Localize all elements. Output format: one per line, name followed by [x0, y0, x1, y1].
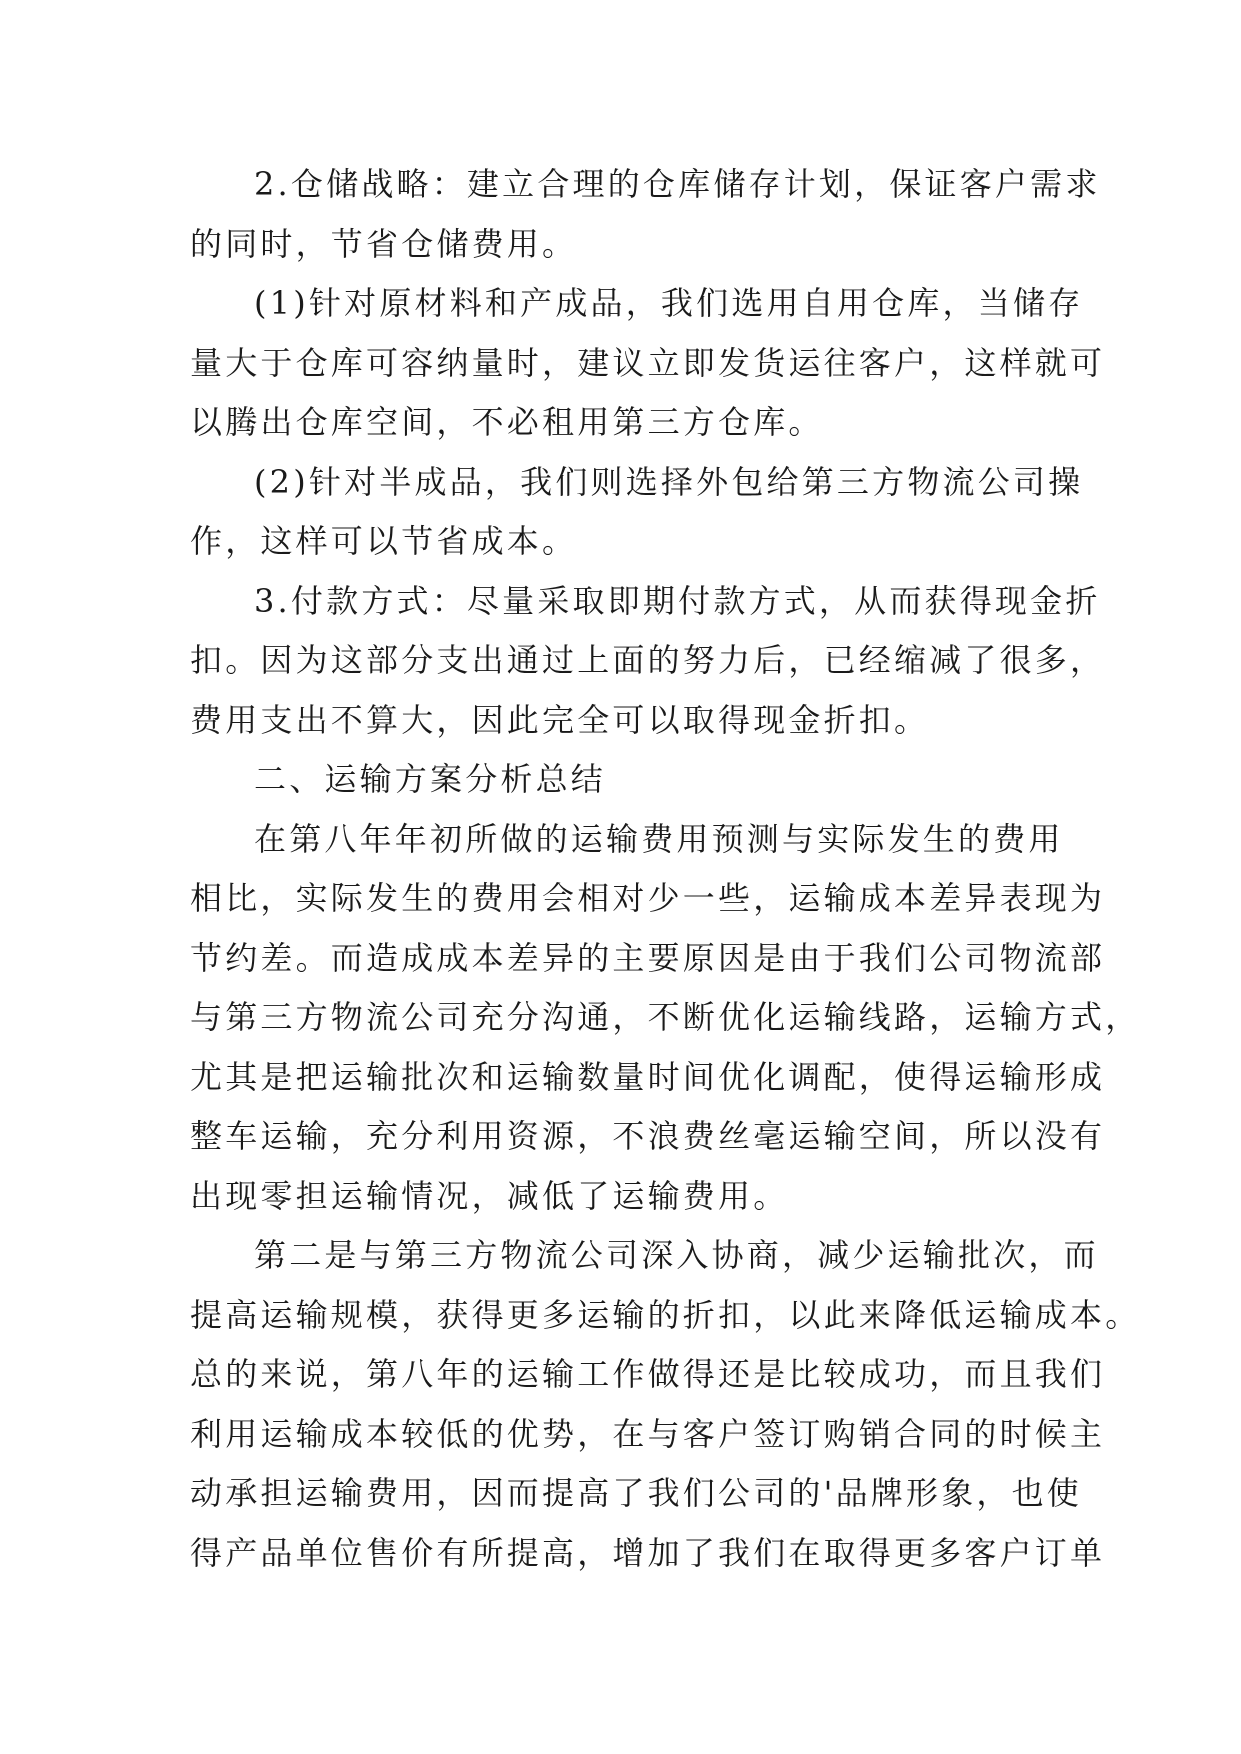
text-line: 尤其是把运输批次和运输数量时间优化调配，使得运输形成 [190, 1057, 1106, 1096]
text-line: 扣。因为这部分支出通过上面的努力后，已经缩减了很多， [190, 641, 1106, 679]
text-line: 出现零担运输情况，减低了运输费用。 [190, 1176, 789, 1215]
text-line: 与第三方物流公司充分沟通，不断优化运输线路，运输方式， [190, 998, 1141, 1036]
text-line: 在第八年年初所做的运输费用预测与实际发生的费用 [254, 819, 1064, 858]
paragraph-storage-strategy [190, 155, 1101, 274]
document-page [190, 155, 1141, 1583]
text-line: 提高运输规模，获得更多运输的折扣，以此来降低运输成本。 [190, 1295, 1141, 1334]
text-line: 利用运输成本较低的优势，在与客户签订购销合同的时候主 [190, 1414, 1106, 1453]
text-line: 以腾出仓库空间，不必租用第三方仓库。 [190, 403, 824, 441]
text-line: 的同时，节省仓储费用。 [190, 224, 578, 263]
text-line: (1)针对原材料和产成品，我们选用自用仓库，当储存 [254, 284, 1084, 322]
text-line: 动承担运输费用，因而提高了我们公司的'品牌形象，也使 [190, 1474, 1082, 1512]
text-line: 量大于仓库可容纳量时，建议立即发货运往客户，这样就可 [190, 343, 1106, 382]
text-line: 二、运输方案分析总结 [254, 760, 607, 798]
text-line: 总的来说，第八年的运输工作做得还是比较成功，而且我们 [190, 1355, 1106, 1393]
paragraph-cost-variance [190, 810, 1141, 1227]
text-line: 相比，实际发生的费用会相对少一些，运输成本差异表现为 [190, 879, 1106, 917]
text-line: 节约差。而造成成本差异的主要原因是由于我们公司物流部 [190, 938, 1106, 977]
text-line: 整车运输，充分利用资源，不浪费丝毫运输空间，所以没有 [190, 1117, 1106, 1155]
paragraph-semi-finished [190, 453, 1084, 572]
text-line: (2)针对半成品，我们则选择外包给第三方物流公司操 [254, 462, 1084, 501]
text-line: 3.付款方式：尽量采取即期付款方式，从而获得现金折 [254, 581, 1101, 620]
text-line: 第二是与第三方物流公司深入协商，减少运输批次，而 [254, 1236, 1099, 1274]
paragraph-raw-materials [190, 274, 1106, 453]
section-heading-transport-summary [190, 750, 1050, 810]
text-line: 费用支出不算大，因此完全可以取得现金折扣。 [190, 700, 930, 739]
text-line: 作，这样可以节省成本。 [190, 522, 578, 560]
paragraph-payment-method [190, 572, 1106, 751]
paragraph-negotiation [190, 1226, 1141, 1583]
text-line: 得产品单位售价有所提高，增加了我们在取得更多客户订单 [190, 1533, 1106, 1572]
text-line: 2.仓储战略：建立合理的仓库储存计划，保证客户需求 [254, 165, 1101, 203]
